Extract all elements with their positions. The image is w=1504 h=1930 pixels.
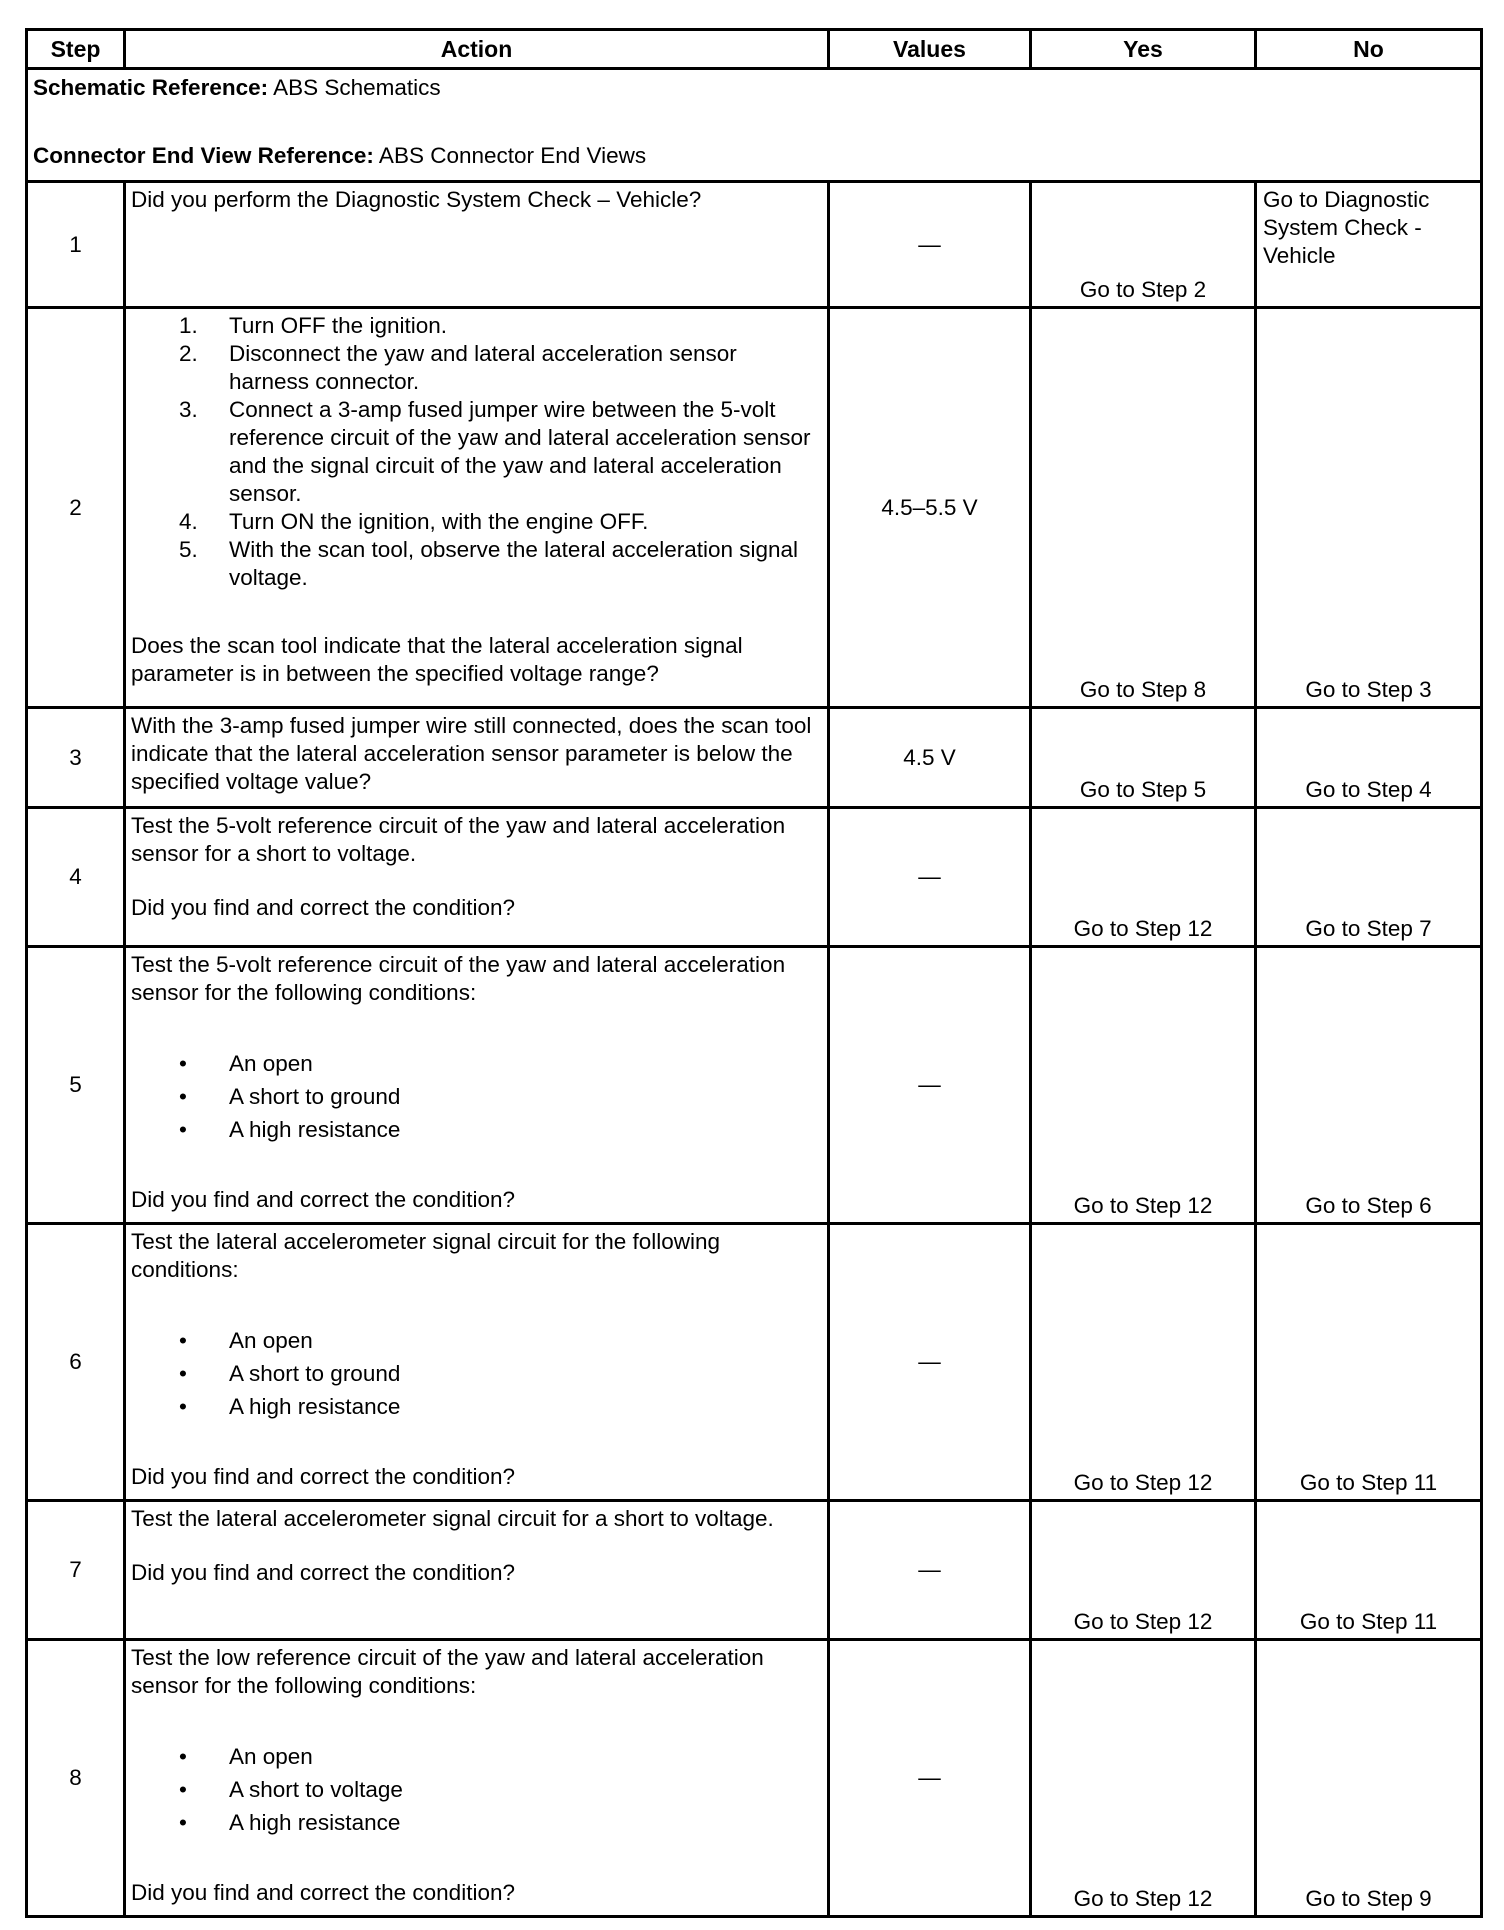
no-cell: Go to Step 11: [1256, 1224, 1482, 1501]
condition-list: [131, 1047, 821, 1146]
schematic-reference: Schematic Reference: ABS Schematics: [33, 75, 441, 100]
action-cell: [125, 308, 829, 708]
no-cell: Go to Step 4: [1256, 708, 1482, 808]
step-number: 4: [27, 808, 125, 947]
no-cell: Go to Step 11: [1256, 1501, 1482, 1640]
step-row-3: [27, 708, 1482, 808]
action-text: Test the 5-volt reference circuit of the yaw and lateral acceleration sensor for a short to voltage.: [131, 813, 786, 866]
value-cell: —: [829, 1224, 1031, 1501]
list-item: • A short to ground: [179, 1361, 401, 1386]
yes-cell: Go to Step 8: [1031, 308, 1256, 708]
yes-cell: Go to Step 12: [1031, 947, 1256, 1224]
list-item: • A short to ground: [179, 1084, 401, 1109]
step-number: 7: [27, 1501, 125, 1640]
no-cell: Go to Step 9: [1256, 1640, 1482, 1917]
step-number: 5: [27, 947, 125, 1224]
no-cell: Go to Step 3: [1256, 308, 1482, 708]
action-question: Did you find and correct the condition?: [131, 1187, 515, 1212]
list-item: 1. Turn OFF the ignition.: [179, 313, 448, 338]
action-text: Did you perform the Diagnostic System Check – Vehicle?: [131, 187, 702, 212]
procedure-list: [131, 312, 821, 592]
list-item: • An open: [179, 1328, 313, 1353]
action-question: Does the scan tool indicate that the lateral acceleration signal parameter is in between the specified voltage range?: [131, 633, 743, 686]
yes-cell: Go to Step 12: [1031, 808, 1256, 947]
action-cell: [125, 182, 829, 308]
action-question: Did you find and correct the condition?: [131, 1560, 515, 1585]
action-text: With the 3-amp fused jumper wire still connected, does the scan tool indicate that the lateral acceleration sensor parameter is below the specified voltage value?: [131, 713, 812, 794]
action-cell: [125, 1640, 829, 1917]
value-cell: 4.5–5.5 V: [829, 308, 1031, 708]
yes-cell: Go to Step 2: [1031, 182, 1256, 308]
list-item: • A short to voltage: [179, 1777, 403, 1802]
value-cell: —: [829, 947, 1031, 1224]
list-item: 5. With the scan tool, observe the lateral acceleration signal voltage.: [179, 537, 799, 590]
yes-cell: Go to Step 5: [1031, 708, 1256, 808]
header-yes: Yes: [1031, 30, 1256, 69]
no-cell: Go to Step 7: [1256, 808, 1482, 947]
list-item: • A high resistance: [179, 1394, 401, 1419]
step-number: 3: [27, 708, 125, 808]
step-number: 1: [27, 182, 125, 308]
list-item: 3. Connect a 3-amp fused jumper wire between the 5-volt reference circuit of the yaw and lateral acceleration sensor and the signal circuit of the yaw and lateral acceleration sensor.: [179, 397, 811, 506]
step-number: 2: [27, 308, 125, 708]
action-text: Test the lateral accelerometer signal circuit for the following conditions:: [131, 1229, 721, 1282]
no-cell: Go to Diagnostic System Check - Vehicle: [1256, 182, 1482, 308]
reference-cell: [27, 69, 1482, 182]
header-action: Action: [125, 30, 829, 69]
value-cell: 4.5 V: [829, 708, 1031, 808]
list-item: • An open: [179, 1051, 313, 1076]
connector-reference: Connector End View Reference: ABS Connector End Views: [33, 143, 647, 168]
step-row-8: [27, 1640, 1482, 1917]
step-row-6: [27, 1224, 1482, 1501]
value-cell: —: [829, 182, 1031, 308]
step-row-5: [27, 947, 1482, 1224]
action-question: Did you find and correct the condition?: [131, 1464, 515, 1489]
yes-cell: Go to Step 12: [1031, 1224, 1256, 1501]
condition-list: [131, 1740, 821, 1839]
action-text: Test the 5-volt reference circuit of the yaw and lateral acceleration sensor for the following conditions:: [131, 952, 786, 1005]
action-cell: [125, 708, 829, 808]
action-question: Did you find and correct the condition?: [131, 1880, 515, 1905]
action-cell: [125, 808, 829, 947]
action-cell: [125, 1501, 829, 1640]
yes-cell: Go to Step 12: [1031, 1640, 1256, 1917]
list-item: 2. Disconnect the yaw and lateral acceleration sensor harness connector.: [179, 341, 737, 394]
step-row-1: [27, 182, 1482, 308]
list-item: • A high resistance: [179, 1117, 401, 1142]
list-item: • An open: [179, 1744, 313, 1769]
header-step: Step: [27, 30, 125, 69]
yes-cell: Go to Step 12: [1031, 1501, 1256, 1640]
step-row-4: [27, 808, 1482, 947]
no-cell: Go to Step 6: [1256, 947, 1482, 1224]
reference-row: [27, 69, 1482, 182]
list-item: • A high resistance: [179, 1810, 401, 1835]
diagnostic-table: [25, 28, 1483, 1918]
header-values: Values: [829, 30, 1031, 69]
value-cell: —: [829, 1501, 1031, 1640]
step-number: 6: [27, 1224, 125, 1501]
action-cell: [125, 947, 829, 1224]
action-text: Test the lateral accelerometer signal circuit for a short to voltage.: [131, 1506, 774, 1531]
condition-list: [131, 1324, 821, 1423]
value-cell: —: [829, 1640, 1031, 1917]
action-text: Test the low reference circuit of the yaw and lateral acceleration sensor for the following conditions:: [131, 1645, 764, 1698]
step-row-7: [27, 1501, 1482, 1640]
action-question: Did you find and correct the condition?: [131, 895, 515, 920]
step-number: 8: [27, 1640, 125, 1917]
value-cell: —: [829, 808, 1031, 947]
header-no: No: [1256, 30, 1482, 69]
step-row-2: [27, 308, 1482, 708]
header-row: [27, 30, 1482, 69]
list-item: 4. Turn ON the ignition, with the engine OFF.: [179, 509, 649, 534]
action-cell: [125, 1224, 829, 1501]
